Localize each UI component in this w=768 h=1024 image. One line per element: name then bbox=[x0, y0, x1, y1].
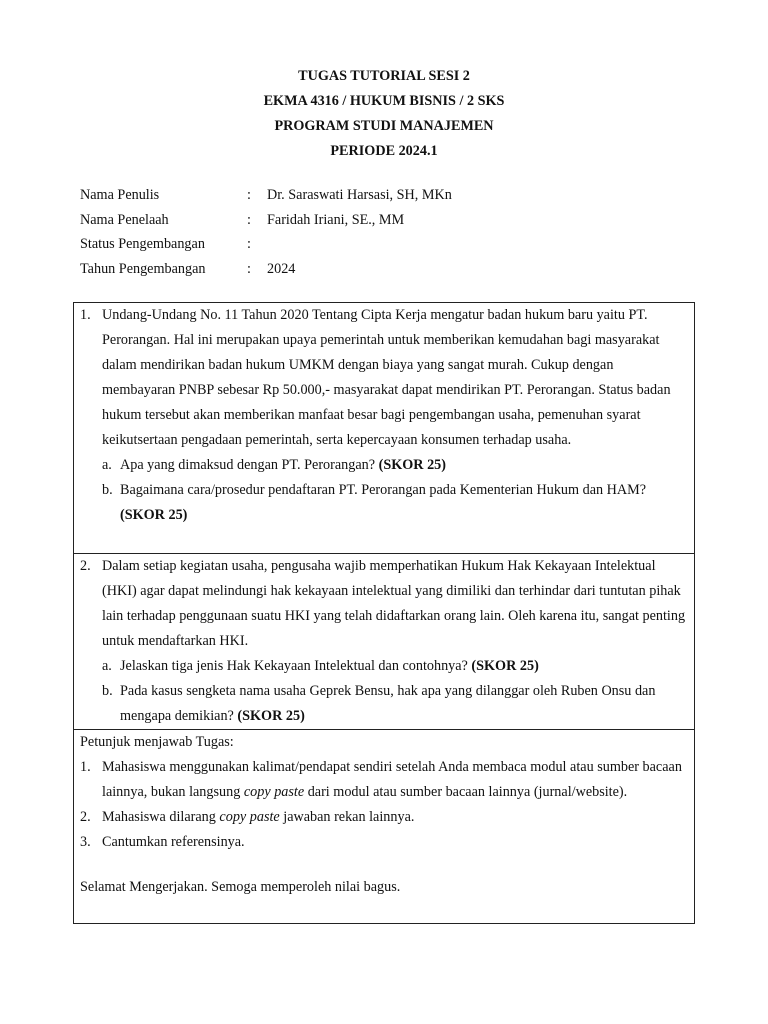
instruction-text: Mahasiswa menggunakan kalimat/pendapat sendiri setelah Anda membaca modul atau sumber bacaan lainnya, bukan langsung bbox=[102, 759, 682, 800]
sub-question-text: Jelaskan tiga jenis Hak Kekayaan Intelektual dan contohnya? bbox=[120, 658, 468, 674]
score-label: (SKOR 25) bbox=[237, 708, 305, 724]
instruction-number: 1. bbox=[80, 759, 91, 775]
sub-question bbox=[102, 679, 688, 729]
meta-colon: : bbox=[247, 211, 251, 228]
instructions-cell bbox=[74, 730, 694, 923]
instruction-number: 2. bbox=[80, 809, 91, 825]
sub-question-letter: b. bbox=[102, 683, 113, 699]
question-cell bbox=[74, 303, 694, 554]
sub-question-letter: a. bbox=[102, 457, 112, 473]
meta-label: Nama Penulis bbox=[80, 187, 160, 203]
question-2 bbox=[80, 554, 688, 729]
instruction-text: Mahasiswa dilarang bbox=[102, 809, 216, 825]
question-cell bbox=[74, 554, 694, 730]
document-meta bbox=[80, 184, 700, 282]
document-header bbox=[0, 66, 768, 166]
instruction-text: dari modul atau sumber bacaan lainnya (jurnal/website). bbox=[307, 784, 628, 800]
meta-colon: : bbox=[247, 187, 251, 203]
meta-colon: : bbox=[247, 236, 251, 252]
sub-question-text: Apa yang dimaksud dengan PT. Perorangan? bbox=[120, 457, 376, 473]
header-period: PERIODE 2024.1 bbox=[330, 143, 438, 159]
meta-value: Faridah Iriani, SE., MM bbox=[267, 211, 405, 228]
question-text: Dalam setiap kegiatan usaha, pengusaha wajib memperhatikan Hukum Hak Kekayaan Intelektual (HKI) agar dapat melindungi hak kekayaan intelektual yang dimiliki dan terhindar dari tuntutan pihak lain terhadap penggunaan suatu HKI yang telah didaftarkan orang lain. Oleh karena itu, sangat penting untuk mendaftarkan HKI. bbox=[102, 558, 686, 649]
score-label: (SKOR 25) bbox=[471, 658, 539, 674]
question-text: Undang-Undang No. 11 Tahun 2020 Tentang Cipta Kerja mengatur badan hukum baru yaitu PT. Perorangan. Hal ini merupakan upaya pemerintah untuk memberikan kemudahan bagi masyarakat dalam mendirikan badan hukum UMKM dengan biaya yang sangat murah. Cukup dengan membayaran PNBP sebesar Rp 50.000,- masyarakat dapat mendirikan PT. Perorangan. Status badan hukum tersebut akan memberikan manfaat besar bagi pengembangan usaha, pemenuhan syarat keikutsertaan pengadaan pemerintah, serta kepercayaan konsumen terhadap usaha. bbox=[102, 307, 671, 448]
sub-question-text: Bagaimana cara/prosedur pendaftaran PT. Perorangan pada Kementerian Hukum dan HAM? bbox=[120, 482, 647, 498]
sub-question-text: Pada kasus sengketa nama usaha Geprek Bensu, hak apa yang dilanggar oleh Ruben Onsu dan mengapa demikian? bbox=[120, 683, 656, 724]
sub-question-letter: b. bbox=[102, 482, 113, 498]
meta-label: Tahun Pengembangan bbox=[80, 260, 206, 277]
score-label: (SKOR 25) bbox=[120, 507, 188, 523]
closing-text: Selamat Mengerjakan. Semoga memperoleh nilai bagus. bbox=[80, 879, 401, 895]
instruction-item bbox=[80, 755, 688, 805]
meta-value bbox=[267, 233, 700, 258]
meta-value: Dr. Saraswati Harsasi, SH, MKn bbox=[267, 187, 452, 203]
header-program: PROGRAM STUDI MANAJEMEN bbox=[274, 118, 494, 134]
score-label: (SKOR 25) bbox=[378, 457, 446, 473]
question-1 bbox=[80, 303, 688, 528]
instruction-emphasis: copy paste bbox=[219, 809, 280, 825]
instruction-item bbox=[80, 830, 688, 855]
meta-value: 2024 bbox=[267, 260, 296, 277]
meta-row bbox=[80, 184, 700, 209]
instruction-text: Cantumkan referensinya. bbox=[102, 834, 245, 850]
sub-question bbox=[102, 453, 688, 478]
sub-question bbox=[102, 654, 688, 679]
meta-colon: : bbox=[247, 260, 251, 277]
instruction-number: 3. bbox=[80, 834, 91, 850]
header-title: TUGAS TUTORIAL SESI 2 bbox=[298, 68, 470, 84]
task-table bbox=[73, 302, 695, 924]
sub-question-letter: a. bbox=[102, 658, 112, 674]
header-course: EKMA 4316 / HUKUM BISNIS / 2 SKS bbox=[263, 93, 505, 109]
meta-label: Status Pengembangan bbox=[80, 236, 205, 252]
instruction-text: jawaban rekan lainnya. bbox=[283, 809, 415, 825]
instruction-emphasis: copy paste bbox=[243, 784, 305, 800]
sub-question bbox=[102, 478, 688, 528]
meta-label: Nama Penelaah bbox=[80, 211, 169, 228]
meta-row bbox=[80, 209, 700, 234]
instruction-item bbox=[80, 805, 688, 830]
question-number: 2. bbox=[80, 558, 91, 574]
meta-row bbox=[80, 233, 700, 258]
meta-row bbox=[80, 258, 700, 283]
question-number: 1. bbox=[80, 307, 91, 323]
instructions-title: Petunjuk menjawab Tugas: bbox=[80, 734, 234, 750]
